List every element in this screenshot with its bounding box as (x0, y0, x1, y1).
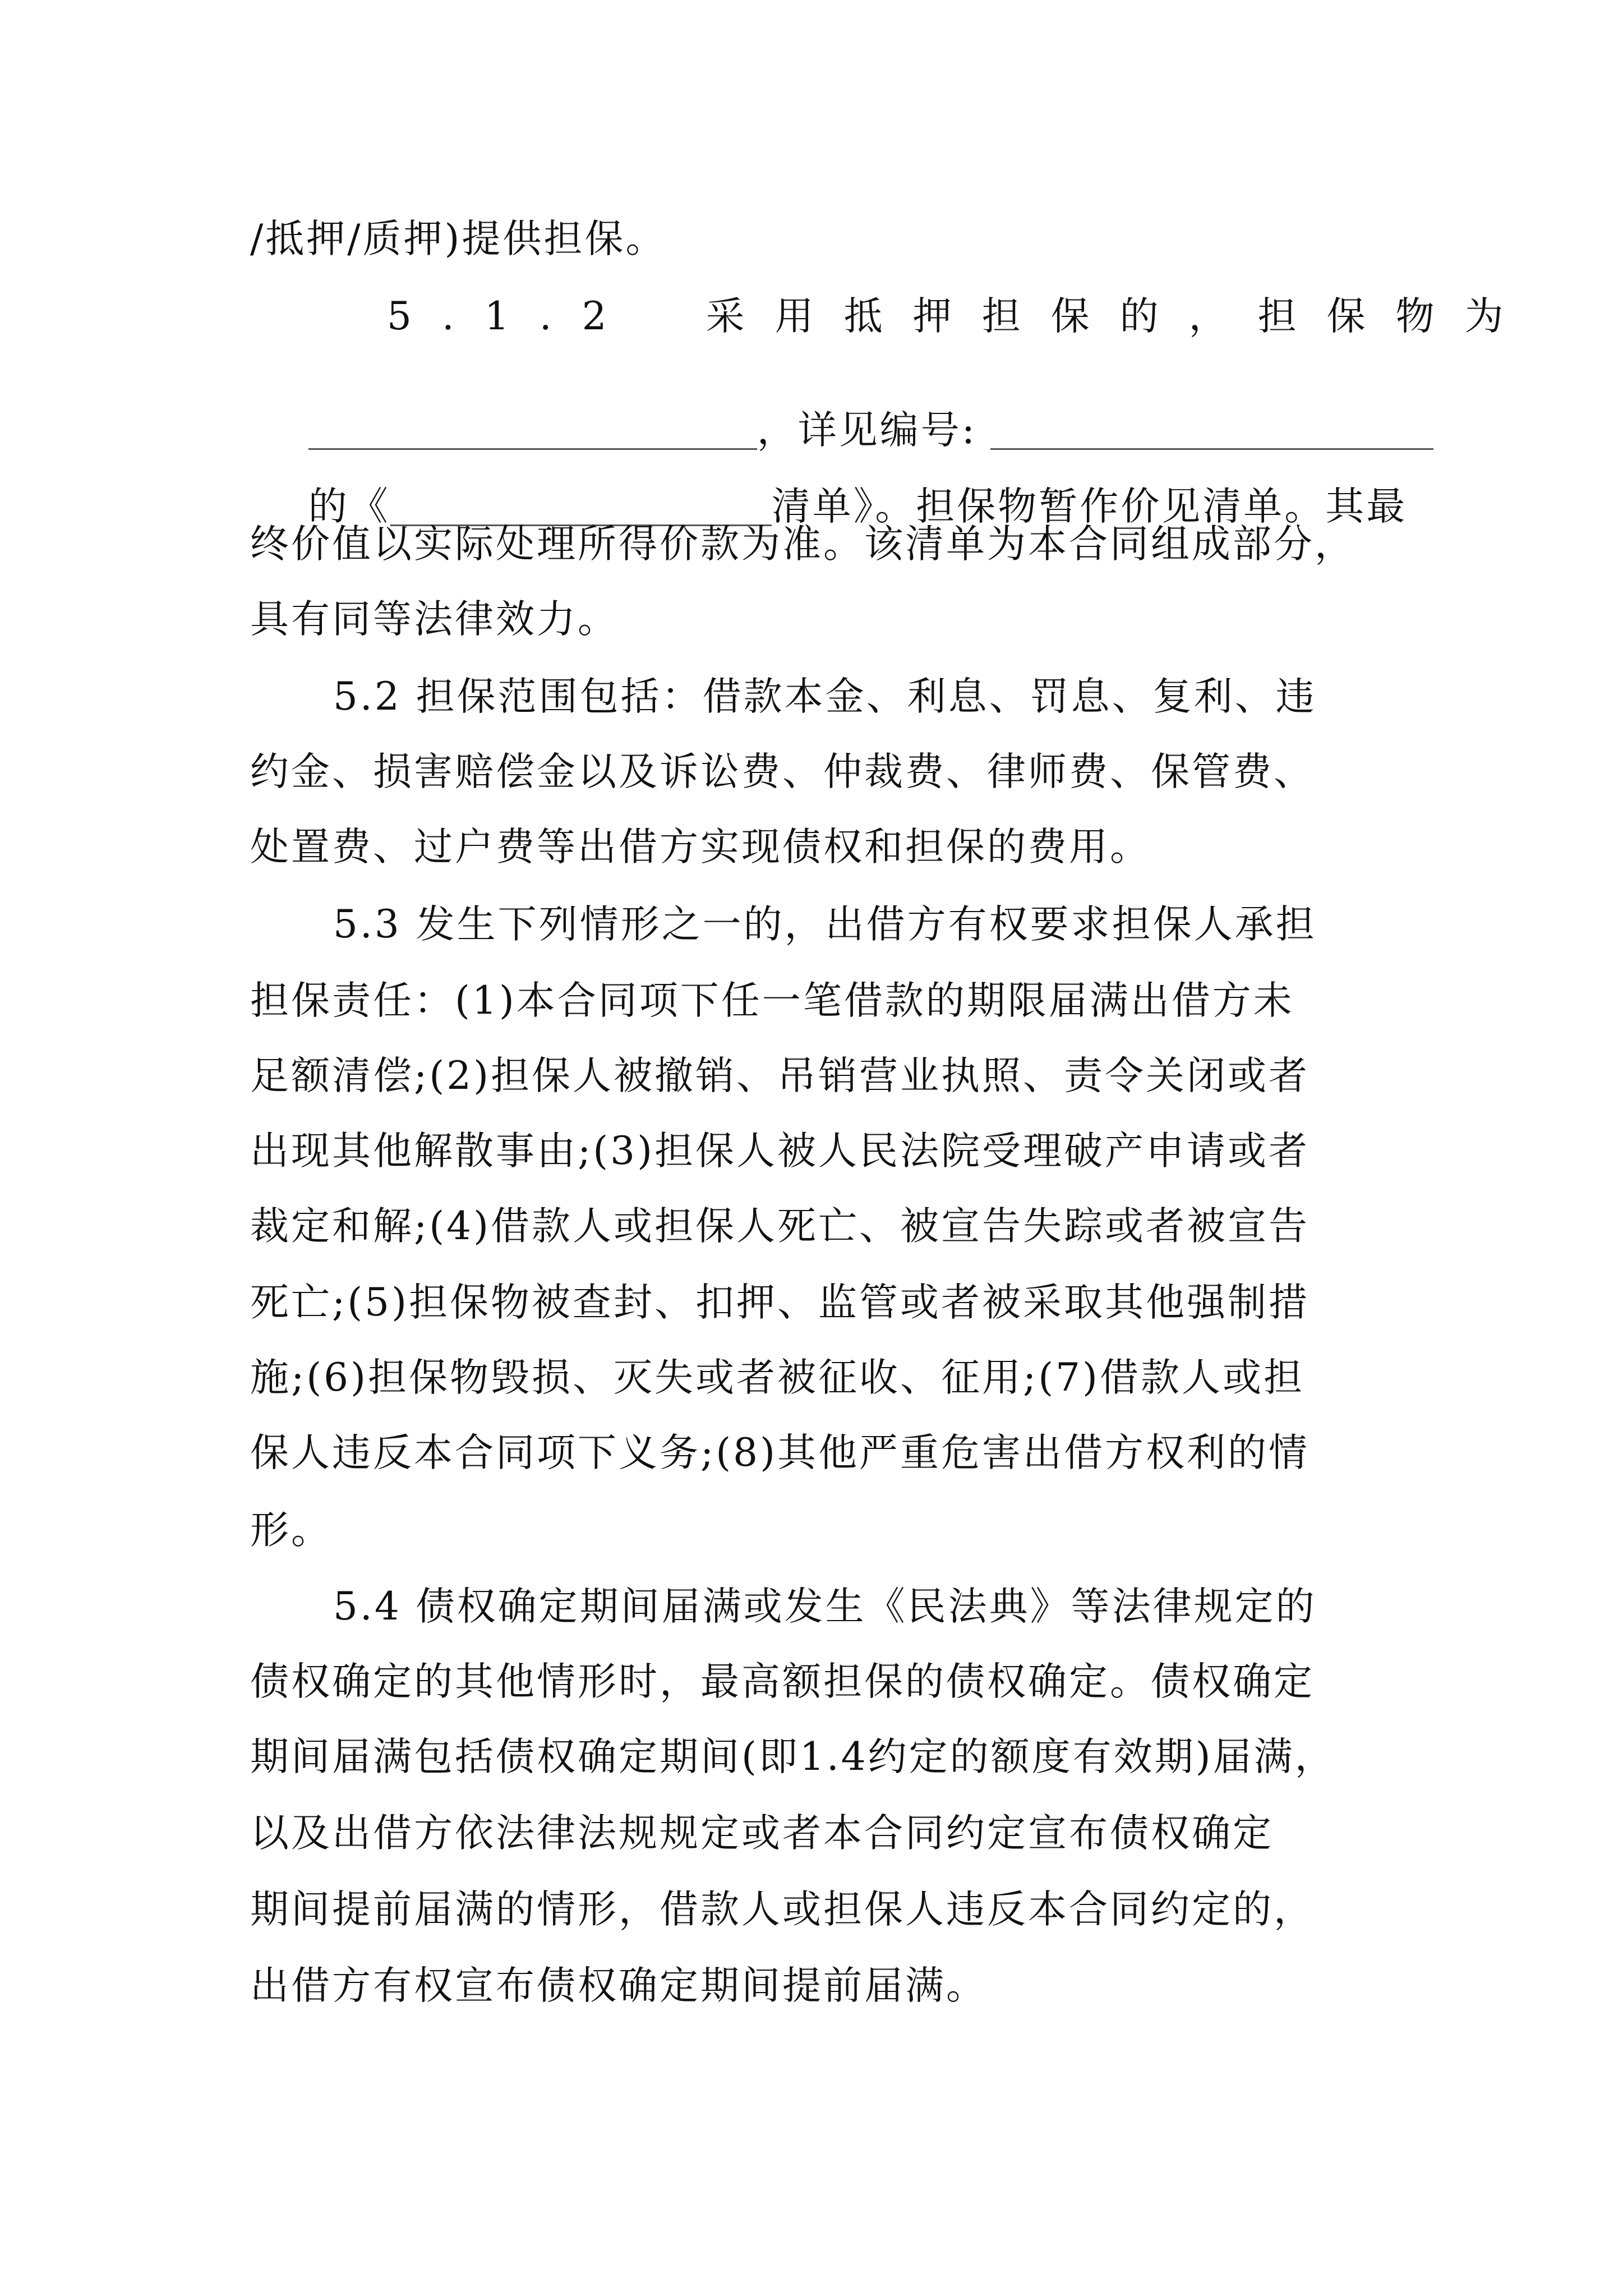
text-line: 施;(6)担保物毁损、灭失或者被征收、征用;(7)借款人或担 (250, 1355, 1304, 1400)
clause-heading-5-2: 5.2 担保范围包括：借款本金、利息、罚息、复利、违 (333, 674, 1317, 719)
text-fragment: 清单》。担保物暂作价见清单。其最 (771, 484, 1408, 529)
text-line: 以及出借方依法律法规规定或者本合同约定宣布债权确定 (250, 1811, 1274, 1856)
clause-heading-5-4: 5.4 债权确定期间届满或发生《民法典》等法律规定的 (333, 1584, 1317, 1629)
text-line: /抵押/质押)提供担保。 (250, 217, 667, 261)
text-line: 期间届满包括债权确定期间(即1.4约定的额度有效期)届满， (250, 1734, 1336, 1779)
text-line: 债权确定的其他情形时，最高额担保的债权确定。债权确定 (250, 1659, 1315, 1704)
text-line: 约金、损害赔偿金以及诉讼费、仲裁费、律师费、保管费、 (250, 749, 1315, 794)
text-line: 处置费、过户费等出借方实现债权和担保的费用。 (250, 825, 1151, 869)
text-line: 裁定和解;(4)借款人或担保人死亡、被宣告失踪或者被宣告 (250, 1204, 1310, 1249)
clause-heading-5-3: 5.3 发生下列情形之一的，出借方有权要求担保人承担 (333, 902, 1317, 947)
collateral-blank[interactable] (308, 412, 757, 450)
text-fragment: 的《 (308, 484, 390, 529)
text-line: 足额清偿;(2)担保人被撤销、吊销营业执照、责令关闭或者 (250, 1053, 1310, 1098)
number-blank[interactable] (990, 412, 1433, 450)
text-line: 终价值以实际处理所得价款为准。该清单为本合同组成部分， (250, 522, 1355, 567)
text-line: 形。 (250, 1508, 332, 1553)
list-name-blank[interactable] (390, 489, 772, 526)
text-line: 担保责任：(1)本合同项下任一笔借款的期限届满出借方未 (250, 978, 1294, 1023)
text-fragment: ，详见编号: (757, 408, 977, 453)
text-line: 死亡;(5)担保物被查封、扣押、监管或者被采取其他强制措 (250, 1280, 1310, 1325)
text-line: 出现其他解散事由;(3)担保人被人民法院受理破产申请或者 (250, 1129, 1310, 1174)
text-line: 期间提前届满的情形，借款人或担保人违反本合同约定的， (250, 1887, 1315, 1932)
text-line: 保人违反本合同项下义务;(8)其他严重危害出借方权利的情 (250, 1430, 1310, 1475)
clause-heading-5-1-2: 5.1.2 采用抵押担保的，担保物为 (387, 294, 1534, 339)
text-line: 出借方有权宣布债权确定期间提前届满。 (250, 1963, 987, 2008)
text-line: 具有同等法律效力。 (250, 597, 619, 642)
